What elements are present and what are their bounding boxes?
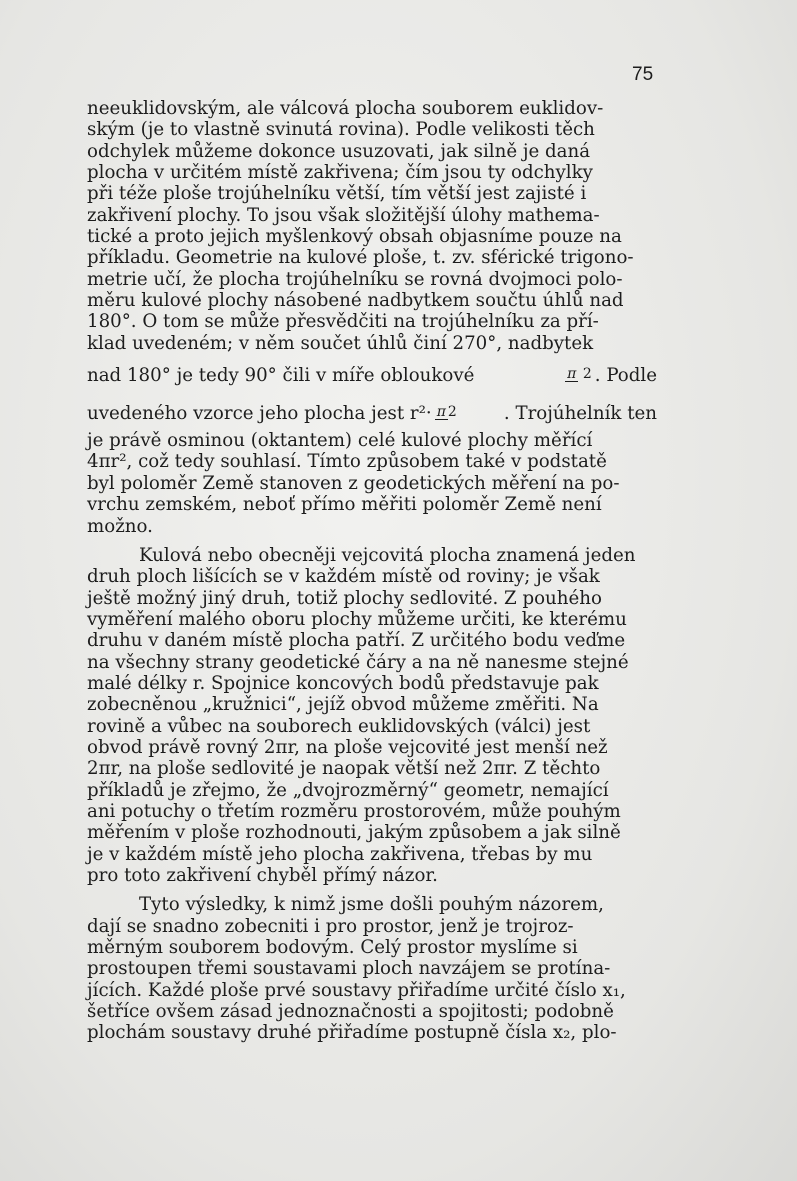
text-line: pro toto zakřivení chyběl přímý názor. [87, 865, 438, 886]
text-line: druh ploch lišících se v každém místě od roviny; je však [87, 566, 600, 588]
page-number: 75 [632, 64, 654, 85]
text-line: rovině a vůbec na souborech euklidovských (válci) jest [87, 715, 591, 737]
text-line: je v každém místě jeho plocha zakřivena, třebas by mu [87, 843, 593, 865]
text-line: plocha v určitém místě zakřivena; čím jsou ty odchylky [87, 162, 593, 184]
text-line: tické a proto jejich myšlenkový obsah objasníme pouze na [87, 226, 622, 248]
text-line: jících. Každé ploše prvé soustavy přiřadíme určité číslo x₁, [87, 979, 626, 1001]
text-line: byl poloměr Země stanoven z geodetických měření na po- [87, 472, 620, 494]
text-line: je právě osminou (oktantem) celé kulové plochy měřící [87, 430, 593, 452]
text-line: vrchu zemském, neboť přímo měřiti poloměr Země není [87, 494, 602, 516]
text-line: zakřivení plochy. To jsou však složitější úlohy mathema- [87, 204, 600, 226]
text-line: malé délky r. Spojnice koncových bodů představuje pak [87, 672, 599, 694]
text-line: ským (je to vlastně svinutá rovina). Podle velikosti těch [87, 119, 595, 141]
text-line: při téže ploše trojúhelníku větší, tím větší jest zajisté i [87, 183, 587, 205]
text-line: 180°. O tom se může přesvědčiti na trojúhelníku za pří- [87, 311, 599, 333]
text-line: Kulová nebo obecněji vejcovitá plocha znamená jeden [139, 544, 636, 566]
text-line: měru kulové plochy násobené nadbytkem součtu úhlů nad [87, 290, 624, 312]
text-line: ještě možný jiný druh, totiž plochy sedlovité. Z pouhého [87, 587, 602, 609]
text-line: dají se snadno zobecniti i pro prostor, jenž je trojroz- [87, 915, 574, 937]
text-line-13: nad 180° je tedy 90° čili v míře obloukové π 2 . Podle [87, 364, 657, 386]
text-line: měřením v ploše rozhodnouti, jakým způsobem a jak silně [87, 822, 621, 844]
text-line: možno. [87, 515, 153, 537]
text-line: zobecněnou „kružnici“, jejíž obvod můžeme změřiti. Na [87, 694, 599, 716]
text-line: šetříce ovšem zásad jednoznačnosti a spojitosti; podobně [87, 1001, 614, 1023]
text-line: prostoupen třemi soustavami ploch navzájem se protína- [87, 958, 611, 980]
text-line: neeuklidovským, ale válcová plocha souborem euklidov- [87, 98, 604, 119]
text-line: 2πr, na ploše sedlovité je naopak větší než 2πr. Z těchto [87, 758, 601, 780]
text-line: příkladů je zřejmo, že „dvojrozměrný“ geometr, nemající [87, 779, 609, 801]
fraction-pi-over-2: π 2 [436, 403, 457, 420]
paragraph-3 [87, 894, 657, 1043]
text-line: obvod právě rovný 2πr, na ploše vejcovité jest menší než [87, 736, 608, 758]
text-line-14: uvedeného vzorce jeho plocha jest r²· π 2 . Trojúhelník ten [87, 402, 657, 424]
paragraph-2 [87, 545, 657, 887]
paragraph-1-end [87, 430, 657, 537]
text-line: metrie učí, že plocha trojúhelníku se rovná dvojmoci polo- [87, 268, 623, 290]
text-line: klad uvedeném; v něm součet úhlů činí 270°, nadbytek [87, 332, 594, 354]
text-line: na všechny strany geodetické čáry a na ně nanesme stejné [87, 651, 629, 673]
paragraph-1 [87, 98, 657, 354]
text-line: příkladu. Geometrie na kulové ploše, t. zv. sférické trigono- [87, 247, 634, 269]
text-line: plochám soustavy druhé přiřadíme postupně čísla x₂, plo- [87, 1022, 617, 1044]
fraction-pi-over-2: π 2 [567, 365, 592, 382]
text-line: 4πr², což tedy souhlasí. Tímto způsobem také v podstatě [87, 451, 607, 473]
text-line: druhu v daném místě plocha patří. Z určitého bodu veďme [87, 630, 626, 652]
text-line: ani potuchy o třetím rozměru prostorovém, může pouhým [87, 800, 621, 822]
text-line: měrným souborem bodovým. Celý prostor myslíme si [87, 937, 578, 959]
body-text [87, 98, 657, 1044]
text-line: vyměření malého oboru plochy můžeme určiti, ke kterému [87, 608, 627, 630]
text-line: Tyto výsledky, k nimž jsme došli pouhým názorem, [139, 894, 604, 916]
text-line: odchylek můžeme dokonce usuzovati, jak silně je daná [87, 140, 591, 162]
